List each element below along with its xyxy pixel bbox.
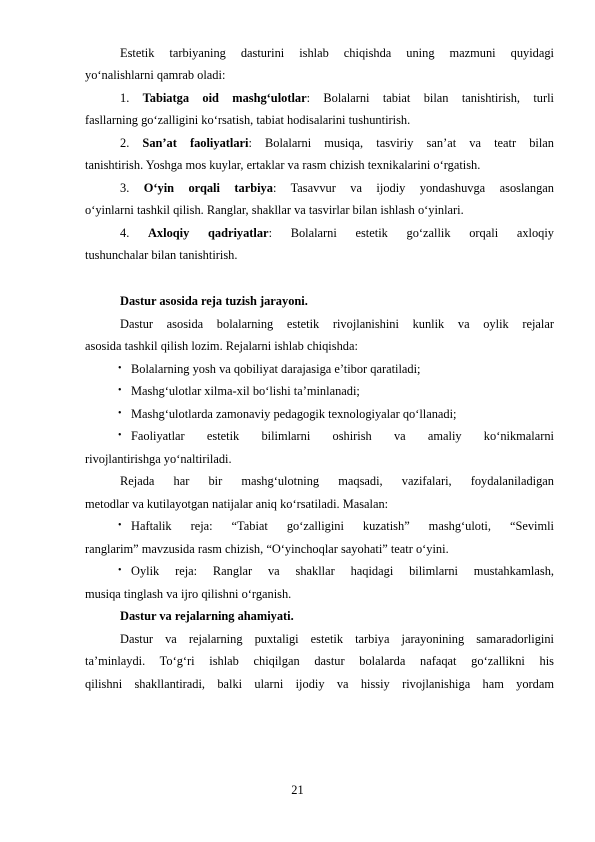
bullet-item: Oylik reja: Ranglar va shakllar haqidagi bilimlarni mustahkamlash,: [131, 564, 554, 578]
section-heading: Dastur asosida reja tuzish jarayoni.: [120, 294, 308, 308]
paragraph-line: Dastur va rejalarning puxtaligi estetik tarbiya jarayonining samaradorligini: [120, 632, 554, 646]
bullet-item-continuation: musiqa tinglash va ijro qilishni o‘rganish.: [85, 587, 292, 601]
list-item-4: [120, 226, 554, 240]
item-text: : Tasavvur va ijodiy yondashuvga asoslangan: [272, 181, 554, 195]
item-number: 2.: [120, 136, 130, 150]
item-text: : Bolalarni estetik go‘zallik orqali axloqiy: [268, 226, 554, 240]
list-item-3-line-2: o‘yinlarni tashkil qilish. Ranglar, shakllar va tasvirlar bilan ishlash o‘yinlari.: [85, 203, 464, 217]
bullet-icon: •: [118, 363, 122, 374]
paragraph-line: Rejada har bir mashg‘ulotning maqsadi, vazifalari, foydalaniladigan: [120, 474, 554, 488]
bullet-item-continuation: rivojlantirishga yo‘naltiriladi.: [85, 452, 232, 466]
paragraph-line: metodlar va kutilayotgan natijalar aniq ko‘rsatiladi. Masalan:: [85, 497, 389, 511]
bullet-icon: •: [118, 385, 122, 396]
bullet-item: Mashg‘ulotlarda zamonaviy pedagogik texnologiyalar qo‘llanadi;: [131, 407, 457, 421]
item-term: O‘yin orqali tarbiya: [143, 181, 273, 195]
list-item-2: [120, 136, 554, 150]
paragraph-line: asosida tashkil qilish lozim. Rejalarni ishlab chiqishda:: [85, 339, 358, 353]
bullet-icon: •: [118, 408, 122, 419]
bullet-icon: •: [118, 565, 122, 576]
item-term: San’at faoliyatlari: [142, 136, 249, 150]
item-number: 4.: [120, 226, 130, 240]
bullet-item: Faoliyatlar estetik bilimlarni oshirish va amaliy ko‘nikmalarni: [131, 429, 554, 443]
paragraph-line: qilishni shakllantiradi, balki ularni ijodiy va hissiy rivojlanishiga ham yordam: [85, 677, 554, 691]
paragraph-line: ta’minlaydi. To‘g‘ri ishlab chiqilgan dastur bolalarda nafaqat go‘zallikni his: [85, 654, 554, 668]
item-number: 3.: [120, 181, 130, 195]
item-text: : Bolalarni tabiat bilan tanishtirish, turli: [306, 91, 554, 105]
intro-line-1: Estetik tarbiyaning dasturini ishlab chiqishda uning mazmuni quyidagi: [120, 46, 554, 60]
bullet-icon: •: [118, 430, 122, 441]
item-text: : Bolalarni musiqa, tasviriy san’at va teatr bilan: [248, 136, 554, 150]
paragraph-line: Dastur asosida bolalarning estetik rivojlanishini kunlik va oylik rejalar: [120, 317, 554, 331]
bullet-item: Mashg‘ulotlar xilma-xil bo‘lishi ta’minlanadi;: [131, 384, 360, 398]
list-item-4-line-2: tushunchalar bilan tanishtirish.: [85, 248, 238, 262]
item-term: Axloqiy qadriyatlar: [147, 226, 269, 240]
bullet-item: Haftalik reja: “Tabiat go‘zalligini kuzatish” mashg‘uloti, “Sevimli: [131, 519, 554, 533]
list-item-1: [120, 91, 554, 105]
list-item-3: [120, 181, 554, 195]
item-term: Tabiatga oid mashg‘ulotlar: [142, 91, 307, 105]
bullet-item: Bolalarning yosh va qobiliyat darajasiga e’tibor qaratiladi;: [131, 362, 421, 376]
item-number: 1.: [120, 91, 130, 105]
bullet-icon: •: [118, 520, 122, 531]
bullet-item-continuation: ranglarim” mavzusida rasm chizish, “O‘yinchoqlar sayohati” teatr o‘yini.: [85, 542, 449, 556]
section-heading: Dastur va rejalarning ahamiyati.: [120, 609, 294, 623]
intro-line-2: yo‘nalishlarni qamrab oladi:: [85, 68, 226, 82]
list-item-2-line-2: tanishtirish. Yoshga mos kuylar, ertaklar va rasm chizish texnikalarini o‘rgatish.: [85, 158, 481, 172]
page-number: 21: [291, 783, 304, 797]
list-item-1-line-2: fasllarning go‘zalligini ko‘rsatish, tabiat hodisalarini tushuntirish.: [85, 113, 411, 127]
